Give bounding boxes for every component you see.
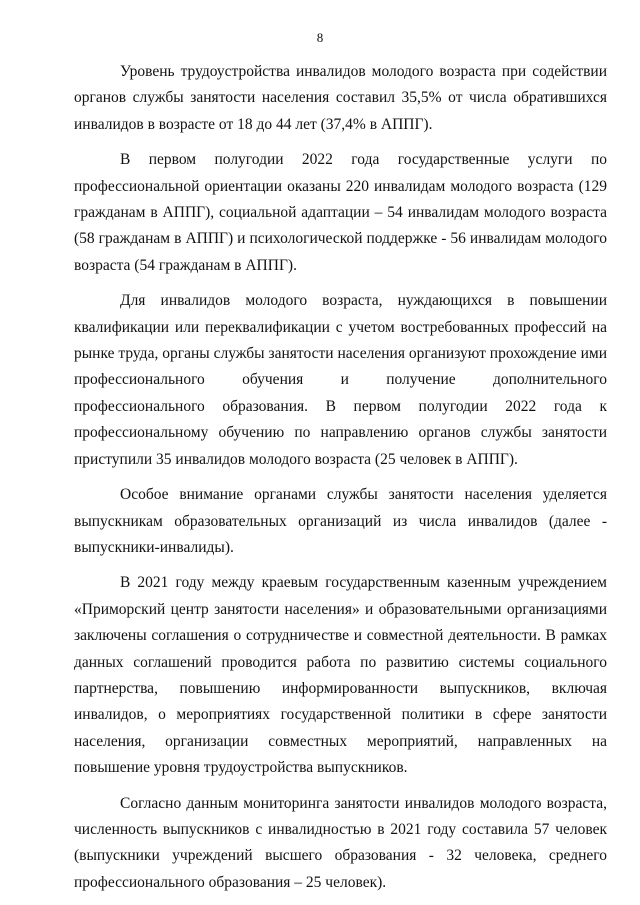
paragraph-monitoring-data: Согласно данным мониторинга занятости инвалидов молодого возраста, численность выпускников с инвалидностью в 2021 году составила 57 человек (выпускники учреждений высшего образования - 32 человека, среднего профессионального образования – 25 человек). <box>74 794 607 891</box>
paragraph-graduates-attention: Особое внимание органами службы занятости населения уделяется выпускникам образовательных организаций из числа инвалидов (далее - выпускники-инвалиды). <box>74 486 607 556</box>
paragraph-state-services: В первом полугодии 2022 года государственные услуги по профессиональной ориентации оказаны 220 инвалидам молодого возраста (129 гражданам в АППГ), социальной адаптации – 54 инвалидам молодого возраста (58 гражданам в АППГ) и психологической поддержке - 56 инвалидам молодого возраста (54 гражданам в АППГ). <box>74 151 607 274</box>
page-number: 8 <box>316 30 324 45</box>
document-body <box>74 59 607 905</box>
paragraph-professional-training: Для инвалидов молодого возраста, нуждающихся в повышении квалификации или переквалификации с учетом востребованных профессий на рынке труда, органы службы занятости населения организуют прохождение ими профессионального обучения и получение дополнительного профессионального образования. В первом полугодии 2022 года к профессиональному обучению по направлению органов службы занятости приступили 35 инвалидов молодого возраста (25 человек в АППГ). <box>74 292 607 468</box>
paragraph-cooperation-agreements: В 2021 году между краевым государственным казенным учреждением «Приморский центр занятости населения» и образовательными организациями заключены соглашения о сотрудничестве и совместной деятельности. В рамках данных соглашений проводится работа по развитию системы социального партнерства, повышению информированности выпускников, включая инвалидов, о мероприятиях государственной политики в сфере занятости населения, организации совместных мероприятий, направленных на повышение уровня трудоустройства выпускников. <box>74 574 607 777</box>
paragraph-employment-level: Уровень трудоустройства инвалидов молодого возраста при содействии органов службы занятости населения составил 35,5% от числа обратившихся инвалидов в возрасте от 18 до 44 лет (37,4% в АППГ). <box>74 63 607 133</box>
